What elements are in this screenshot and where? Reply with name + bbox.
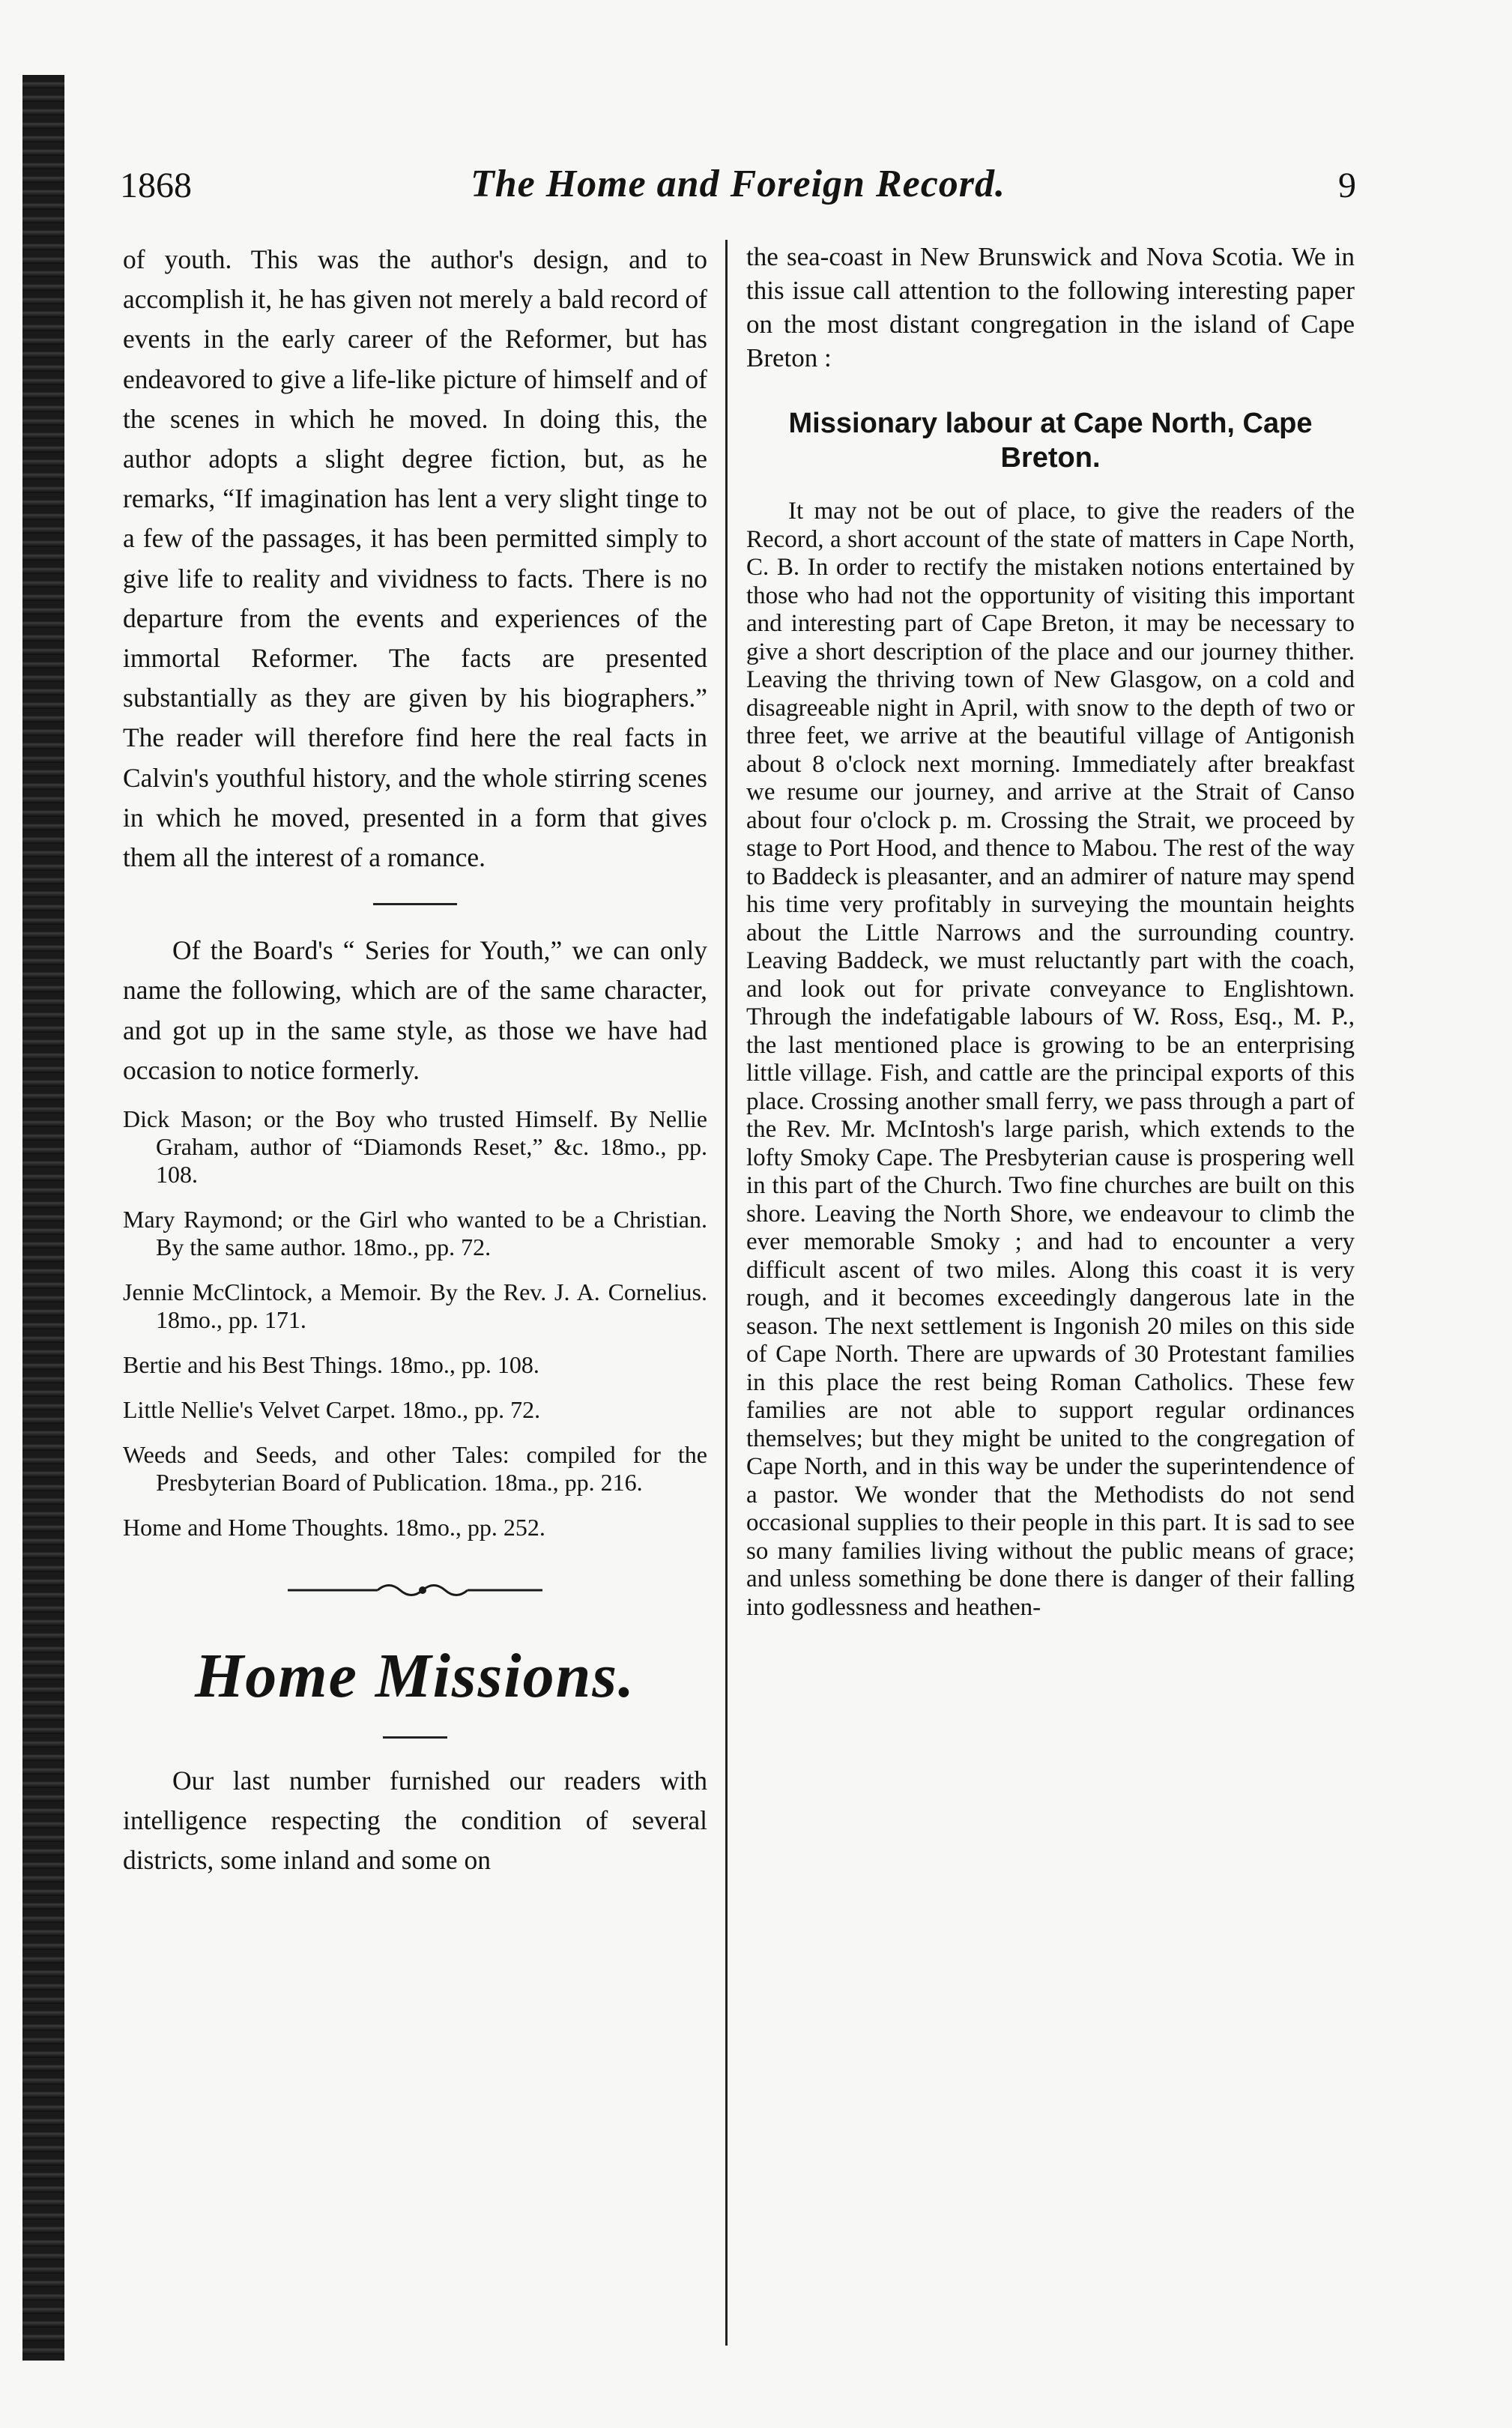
book-entry: Jennie McClintock, a Memoir. By the Rev. J. A. Cornelius. 18mo., pp. 171. bbox=[123, 1278, 707, 1334]
book-entry: Bertie and his Best Things. 18mo., pp. 108. bbox=[123, 1351, 539, 1379]
book-entry: Little Nellie's Velvet Carpet. 18mo., pp. 72. bbox=[123, 1396, 541, 1424]
left-column bbox=[123, 240, 707, 1881]
book-entry: Mary Raymond; or the Girl who wanted to be a Christian. By the same author. 18mo., pp. 72. bbox=[123, 1206, 707, 1261]
journal-title: The Home and Foreign Record. bbox=[470, 163, 1006, 205]
book-entry: Home and Home Thoughts. 18mo., pp. 252. bbox=[123, 1514, 545, 1541]
calvin-review-paragraph: of youth. This was the author's design, and to accomplish it, he has given not merely a bald record of events in the early career of the Reformer, but has endeavored to give a life-like picture of himself and of the scenes in which he moved. In doing this, the author adopts a slight degree fiction, but, as he remarks, “If imagination has lent a very slight tinge to a few of the passages, it has been permitted simply to give life to reality and vividness to facts. There is no departure from the events and experiences of the immortal Reformer. The facts are presented substantially as they are given by his biographers.” The reader will therefore find here the real facts in Calvin's youthful history, and the whole stirring scenes in which he moved, presented in a form that gives them all the interest of a romance. bbox=[123, 244, 707, 873]
running-header bbox=[120, 165, 1356, 210]
section-divider bbox=[373, 903, 457, 905]
heading-rule bbox=[383, 1736, 447, 1739]
header-year: 1868 bbox=[120, 166, 192, 205]
book-entry: Dick Mason; or the Boy who trusted Himself. By Nellie Graham, author of “Diamonds Reset,” &c. 18mo., pp. 108. bbox=[123, 1105, 707, 1189]
home-missions-paragraph: Our last number furnished our readers with intelligence respecting the condition of several districts, some inland and some on bbox=[123, 1766, 707, 1876]
scan-binding-edge bbox=[22, 75, 64, 2361]
page-number: 9 bbox=[1338, 166, 1356, 205]
series-intro-paragraph: Of the Board's “ Series for Youth,” we can only name the following, which are of the same character, and got up in the same style, as those we have had occasion to notice formerly. bbox=[123, 935, 707, 1085]
section-heading: Home Missions. bbox=[194, 1641, 636, 1712]
article-title: Missionary labour at Cape North, Cape Breton. bbox=[788, 408, 1313, 474]
article-body: It may not be out of place, to give the readers of the Record, a short account of the state of matters in Cape North, C. B. In order to rectify the mistaken notions entertained by those who had not the opportunity of visiting this important and interesting part of Cape Breton, it may be necessary to give a short description of the place and our journey thither. Leaving the thriving town of New Glasgow, on a cold and disagreeable night in April, with snow to the depth of two or three feet, we arrive at the beautiful village of Antigonish about 8 o'clock next morning. Immediately after breakfast we resume our journey, and arrive at the Strait of Canso about four o'clock p. m. Crossing the Strait, we proceed by stage to Port Hood, and thence to Mabou. The rest of the way to Baddeck is pleasanter, and an admirer of nature may spend his time very profitably in surveying the mountain heights about the Little Narrows and the surrounding country. Leaving Baddeck, we must reluctantly part with the coach, and look out for private conveyance to Englishtown. Through the indefatigable labours of W. Ross, Esq., M. P., the last mentioned place is growing to be an enterprising little village. Fish, and cattle are the principal exports of this place. Crossing another small ferry, we pass through a part of the Rev. Mr. McIntosh's large parish, which extends to the lofty Smoky Cape. The Presbyterian cause is prospering well in this part of the Church. Two fine churches are built on this shore. Leaving the North Shore, we endeavour to climb the ever memorable Smoky ; and had to encounter a very difficult ascent of two miles. Along this coast it is very rough, and it becomes exceedingly dangerous late in the season. The next settlement is Ingonish 20 miles on this side of Cape North. There are upwards of 30 Protestant families in this place the rest being Roman Catholics. These few families are not able to support regular ordinances themselves; but they might be united to the congregation of Cape North, and in this way be under the superintendence of a pastor. We wonder that the Methodists do not send occasional supplies to their people in this part. It is sad to see so many families living without the public means of grace; and unless something be done there is danger of their falling into godlessness and heathen- bbox=[746, 498, 1355, 1621]
book-entry: Weeds and Seeds, and other Tales: compiled for the Presbyterian Board of Publication. 18ma., pp. 216. bbox=[123, 1441, 707, 1497]
right-column bbox=[746, 240, 1355, 1622]
continued-paragraph: the sea-coast in New Brunswick and Nova Scotia. We in this issue call attention to the following interesting paper on the most distant congregation in the island of Cape Breton : bbox=[746, 242, 1355, 372]
ornamental-rule bbox=[123, 1571, 707, 1616]
column-divider bbox=[725, 240, 728, 2346]
